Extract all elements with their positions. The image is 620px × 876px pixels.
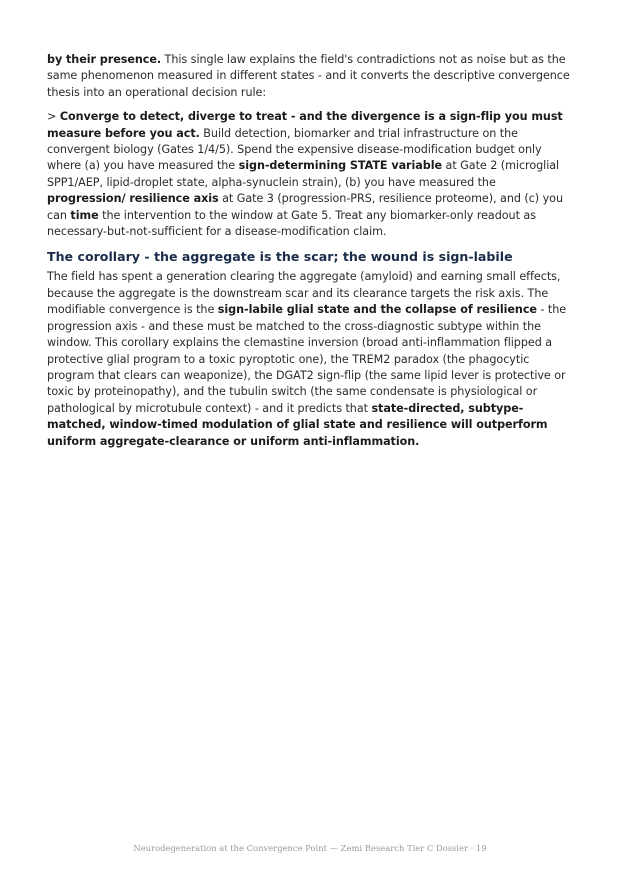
page-footer: Neurodegeneration at the Convergence Point — Zemi Research Tier C Dossier · 19 — [133, 843, 487, 853]
quote-marker: > — [47, 110, 60, 124]
bold-phrase: progression/ resilience axis — [47, 192, 219, 206]
section-heading: The corollary - the aggregate is the scar; the wound is sign-labile — [47, 249, 513, 265]
text-run: - the progression axis - and these must be matched to the cross-diagnostic subtype within the window. This corollary explains the clemastine inversion (broad anti-inflammation flipped a protective glial program to a toxic pyroptotic one), the TREM2 paradox (the phagocytic program that clears can weaponize), the DGAT2 sign-flip (the same lipid lever is protective or toxic by proteinopathy), and the tubulin switch (the same condensate is physiological or pathological by microtubule context) - and it predicts that — [47, 303, 567, 415]
text-run: The field has spent a generation clearing the aggregate (amyloid) and earning small effects, because the aggregate is the downstream scar and its clearance targets the risk axis. The modifiable convergence is the — [47, 270, 561, 317]
bold-phrase: Converge to detect, diverge to treat - and the divergence is a sign-flip you must measure before you act. — [47, 110, 563, 140]
text-run: Build detection, biomarker and trial infrastructure on the convergent biology (Gates 1/4/5). Spend the expensive disease-modification budget only where (a) you have measured the — [47, 126, 542, 173]
paragraph-decision-rule — [47, 109, 574, 240]
text-run: at Gate 2 (microglial SPP1/AEP, lipid-droplet state, alpha-synuclein strain), (b) you have measured the — [47, 159, 560, 189]
paragraph-intro — [47, 52, 574, 101]
paragraph-corollary — [47, 269, 574, 449]
text-run: the intervention to the window at Gate 5. Treat any biomarker-only readout as necessary-but-not-sufficient for a disease-modification claim. — [47, 208, 536, 239]
bold-phrase: sign-labile glial state and the collapse of resilience — [217, 303, 537, 317]
text-run: at Gate 3 (progression-PRS, resilience proteome), and (c) you can — [47, 192, 563, 222]
bold-phrase: time — [70, 208, 99, 222]
bold-phrase: by their presence. — [47, 53, 162, 66]
bold-phrase: state-directed, subtype-matched, window-timed modulation of glial state and resilience will outperform uniform aggregate-clearance or uniform anti-inflammation. — [47, 401, 548, 448]
bold-phrase: sign-determining STATE variable — [238, 159, 443, 173]
document-body — [47, 52, 574, 450]
text-run: This single law explains the field's contradictions not as noise but as the same phenomenon measured in different states - and it converts the descriptive convergence thesis into an operational decision rule: — [47, 53, 570, 99]
